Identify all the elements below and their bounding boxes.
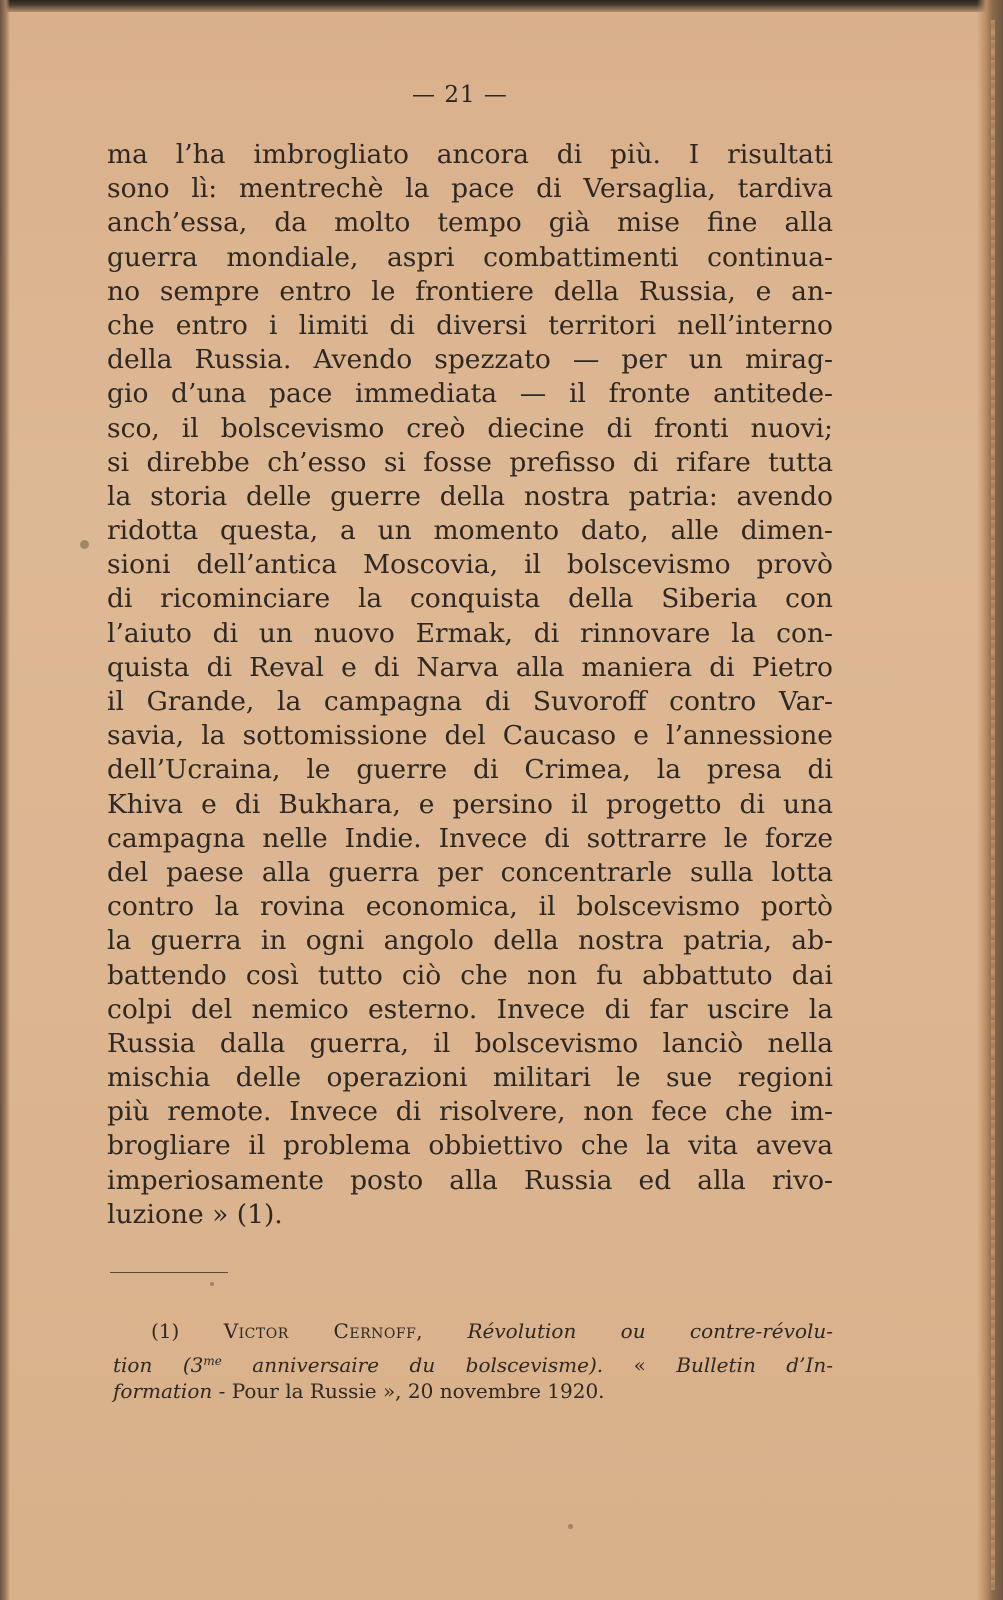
footnote-author: Victor Cernoff, xyxy=(223,1319,424,1343)
text-line: gio d’una pace immediata — il fronte antitede- xyxy=(107,378,833,410)
text-line: sono lì: mentrechè la pace di Versaglia, tardiva xyxy=(107,173,833,205)
paper-speck xyxy=(210,1282,214,1286)
text-line: più remote. Invece di risolvere, non fece che im- xyxy=(107,1096,833,1128)
footnote-marker: (1) xyxy=(151,1319,180,1343)
text-line: campagna nelle Indie. Invece di sottrarre le forze xyxy=(107,822,833,854)
footnote-line xyxy=(113,1346,833,1376)
paper-speck xyxy=(568,1524,573,1529)
text-line: sioni dell’antica Moscovia, il bolscevismo provò xyxy=(107,549,833,581)
text-line: luzione » (1). xyxy=(107,1198,283,1230)
page-top-edge xyxy=(0,0,1003,12)
text-line: brogliare il problema obbiettivo che la vita aveva xyxy=(107,1130,833,1162)
text-line: savia, la sottomissione del Caucaso e l’annessione xyxy=(107,720,833,752)
body-paragraph xyxy=(107,138,833,1232)
footnote-bulletin-cont: formation xyxy=(113,1379,213,1403)
text-line: colpi del nemico esterno. Invece di far uscire la xyxy=(107,993,833,1025)
text-line: no sempre entro le frontiere della Russia, e an- xyxy=(107,275,833,307)
paper-speck xyxy=(80,540,89,549)
text-line: dell’Ucraina, le guerre di Crimea, la presa di xyxy=(107,754,833,786)
text-line: quista di Reval e di Narva alla maniera di Pietro xyxy=(107,651,833,683)
text-line: ridotta questa, a un momento dato, alle dimen- xyxy=(107,515,833,547)
footnote-source: - Pour la Russie », 20 novembre 1920. xyxy=(212,1379,605,1403)
text-line: ma l’ha imbrogliato ancora di più. I risultati xyxy=(107,139,833,170)
text-line: l’aiuto di un nuovo Ermak, di rinnovare la con- xyxy=(107,617,833,649)
page-binding-stripe xyxy=(991,20,995,1590)
text-line: che entro i limiti di diversi territori nell’interno xyxy=(107,309,833,341)
text-line: anch’essa, da molto tempo già mise fine alla xyxy=(107,207,833,239)
footnote-title: Révolution ou contre-révolu- xyxy=(467,1319,834,1343)
text-line: mischia delle operazioni militari le sue regioni xyxy=(107,1062,833,1094)
footnote xyxy=(113,1316,833,1406)
text-line: Russia dalla guerra, il bolscevismo lanciò nella xyxy=(107,1027,833,1059)
footnote-title-cont: tion (3 xyxy=(113,1353,204,1377)
footnote-line xyxy=(113,1376,833,1406)
footnote-line xyxy=(113,1316,833,1346)
text-line: il Grande, la campagna di Suvoroff contro Var- xyxy=(107,686,833,717)
text-line: guerra mondiale, aspri combattimenti continua- xyxy=(107,241,833,273)
footnote-bulletin: Bulletin d’In- xyxy=(676,1353,833,1377)
text-line: si direbbe ch’esso si fosse prefisso di rifare tutta xyxy=(107,446,833,478)
page-left-edge xyxy=(0,0,10,1600)
footnote-superscript: me xyxy=(203,1354,222,1368)
text-line: Khiva e di Bukhara, e persino il progetto di una xyxy=(107,788,833,820)
text-line: sco, il bolscevismo creò diecine di fronti nuovi; xyxy=(107,412,833,444)
page-number: — 21 — xyxy=(412,82,508,108)
text-line: della Russia. Avendo spezzato — per un mirag- xyxy=(107,344,833,376)
footnote-quote-open: « xyxy=(603,1353,677,1377)
footnote-title-end: anniversaire du bolscevisme). xyxy=(221,1353,604,1377)
page-right-edge xyxy=(977,0,1003,1600)
text-line: battendo così tutto ciò che non fu abbattuto dai xyxy=(107,959,833,991)
text-line: di ricominciare la conquista della Siberia con xyxy=(107,583,833,615)
text-line: la guerra in ogni angolo della nostra patria, ab- xyxy=(107,925,833,957)
footnote-separator xyxy=(110,1272,228,1273)
text-line: la storia delle guerre della nostra patria: avendo xyxy=(107,480,833,512)
text-line: del paese alla guerra per concentrarle sulla lotta xyxy=(107,856,833,888)
text-line: contro la rovina economica, il bolscevismo portò xyxy=(107,891,833,923)
text-line: imperiosamente posto alla Russia ed alla rivo- xyxy=(107,1164,833,1196)
